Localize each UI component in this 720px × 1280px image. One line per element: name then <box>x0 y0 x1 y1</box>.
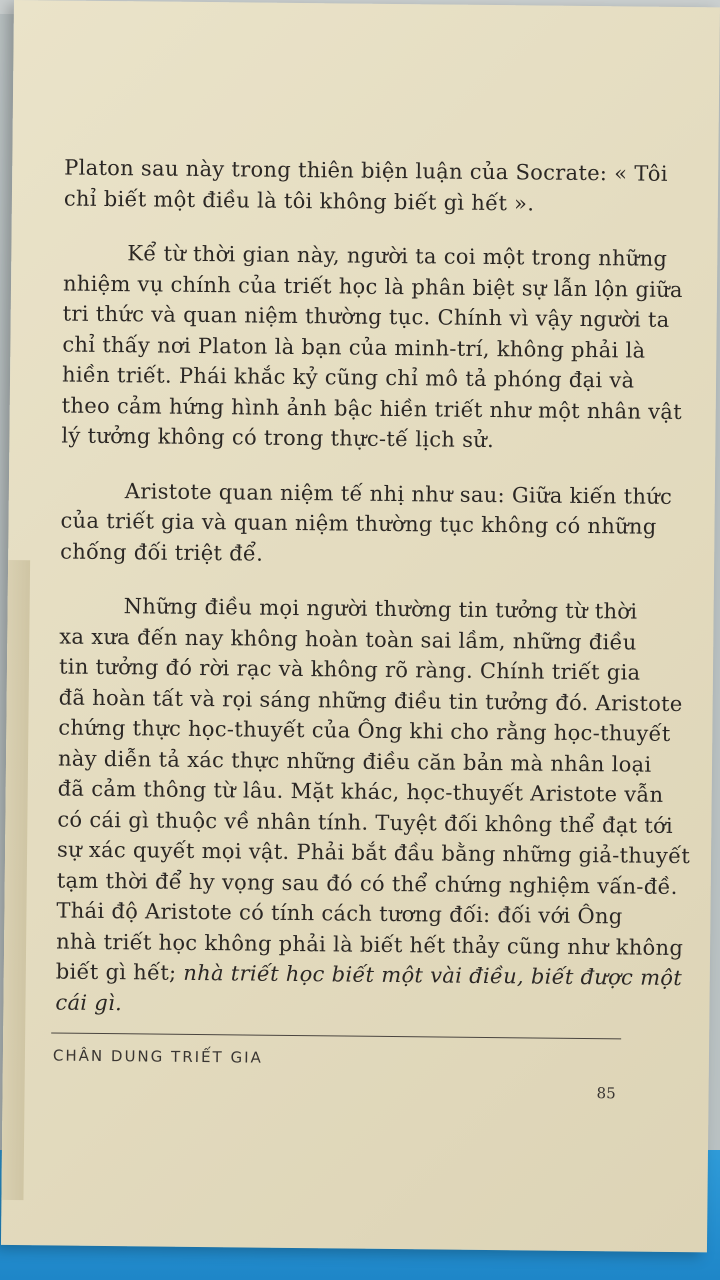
paragraph-1 <box>64 153 677 220</box>
text-line: chống đối triệt để. <box>60 539 264 566</box>
text-line: tạm thời để hy vọng sau đó có thể chứng nghiệm vấn-đề. <box>56 867 678 899</box>
text-line: chỉ biết một điều là tôi không biết gì hết ». <box>63 186 535 215</box>
text-line: của triết gia và quan niệm thường tục không có những <box>60 508 657 539</box>
text-line: theo cảm hứng hình ảnh bậc hiền triết như một nhân vật <box>61 393 683 424</box>
text-line: sự xác quyết mọi vật. Phải bắt đầu bằng những giả-thuyết <box>56 837 691 869</box>
text-line-italic: cái gì. <box>55 989 123 1015</box>
text-normal: biết gì hết; <box>55 959 184 985</box>
book-page <box>1 0 720 1252</box>
running-title: CHÂN DUNG TRIẾT GIA <box>52 1046 263 1067</box>
text-italic: nhà triết học biết một vài điều, biết được một <box>183 960 683 991</box>
text-line: hiền triết. Phái khắc kỷ cũng chỉ mô tả phóng đại và <box>61 362 635 393</box>
text-line-mixed <box>55 956 683 993</box>
text-line: có cái gì thuộc về nhân tính. Tuyệt đối không thể đạt tới <box>57 807 674 838</box>
text-line: tin tưởng đó rời rạc và không rõ ràng. Chính triết gia <box>58 654 641 685</box>
text-line: chứng thực học-thuyết của Ông khi cho rằng học-thuyết <box>58 715 671 746</box>
text-line: đã cảm thông từ lâu. Mặt khác, học-thuyết Aristote vẫn <box>57 776 664 807</box>
text-line: nhiệm vụ chính của triết học là phân biệt sự lẫn lộn giữa <box>62 271 683 302</box>
paragraph-2 <box>61 238 683 458</box>
body-text <box>55 153 691 1024</box>
page-number: 85 <box>596 1084 616 1103</box>
text-line: nhà triết học không phải là biết hết thảy cũng như không <box>56 928 684 960</box>
text-line: đã hoàn tất và rọi sáng những điều tin tưởng đó. Aristote <box>58 685 683 716</box>
text-line: chỉ thấy nơi Platon là bạn của minh-trí, không phải là <box>62 332 646 363</box>
page-stack-edge <box>1 560 30 1200</box>
text-line: xa xưa đến nay không hoàn toàn sai lầm, những điều <box>59 624 637 655</box>
text-line: này diễn tả xác thực những điều căn bản mà nhân loại <box>57 746 652 777</box>
text-line: Platon sau này trong thiên biện luận của Socrate: « Tôi <box>64 155 668 186</box>
text-line: Những điều mọi người thường tin tưởng từ thời <box>123 594 638 624</box>
text-line: tri thức và quan niệm thường tục. Chính vì vậy người ta <box>62 301 670 332</box>
paragraph-4 <box>55 591 691 1024</box>
text-line: Thái độ Aristote có tính cách tương đối: đối với Ông <box>56 898 623 929</box>
text-line: Kể từ thời gian này, người ta coi một trong những <box>127 241 668 271</box>
text-line: Aristote quan niệm tế nhị như sau: Giữa kiến thức <box>124 478 673 509</box>
footer-rule <box>51 1032 621 1039</box>
text-line: lý tưởng không có trong thực-tế lịch sử. <box>61 423 495 453</box>
paragraph-3 <box>60 475 673 573</box>
